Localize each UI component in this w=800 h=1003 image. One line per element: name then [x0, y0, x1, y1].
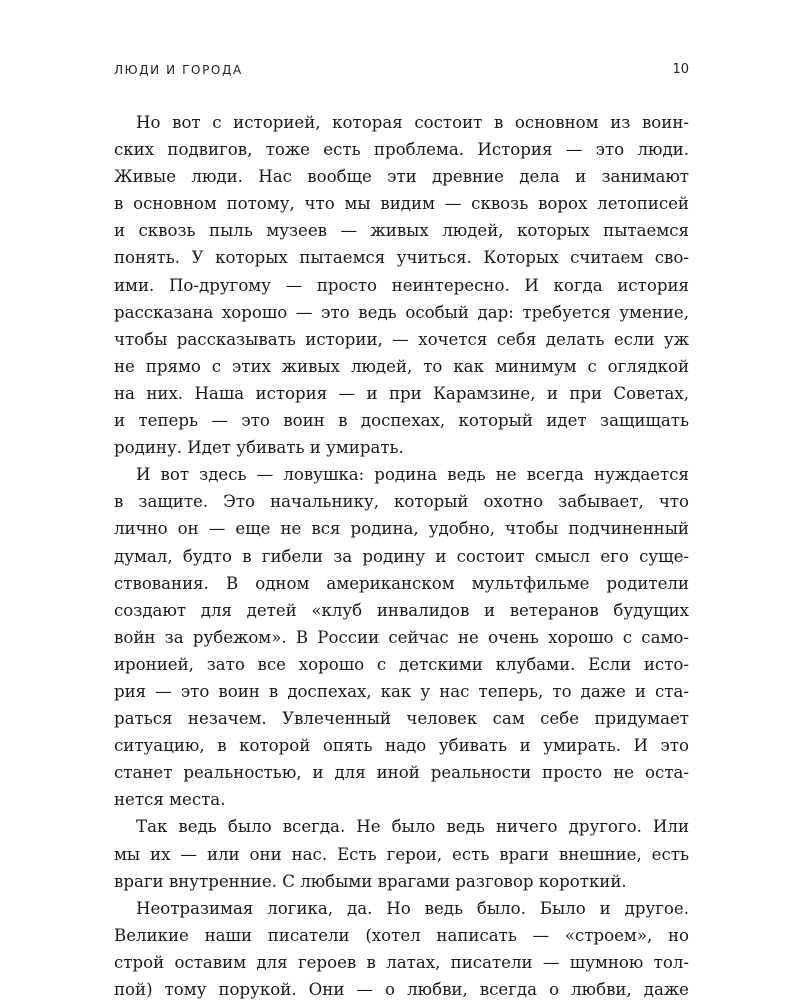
text-line: в основном потому, что мы видим — сквозь ворох летописей: [114, 194, 689, 214]
text-line: Но вот с историей, которая состоит в основном из воин-: [136, 113, 689, 132]
text-line: нется места.: [114, 790, 226, 810]
text-line: иронией, зато все хорошо с детскими клубами. Если исто-: [114, 654, 689, 674]
text-line: и сквозь пыль музеев — живых людей, которых пытаемся: [114, 221, 689, 241]
text-line: понять. У которых пытаемся учиться. Которых считаем сво-: [114, 248, 689, 268]
text-line: не прямо с этих живых людей, то как минимум с оглядкой: [114, 356, 689, 376]
text-line: в защите. Это начальнику, который охотно забывает, что: [114, 492, 689, 512]
text-line: на них. Наша история — и при Карамзине, и при Советах,: [114, 383, 689, 403]
text-line: раться незачем. Увлеченный человек сам себе придумает: [114, 709, 689, 729]
text-line: Живые люди. Нас вообще эти древние дела и занимают: [114, 167, 689, 187]
text-line: Неотразимая логика, да. Но ведь было. Было и другое.: [136, 898, 689, 918]
text-line: ими. По-другому — просто неинтересно. И когда история: [114, 275, 689, 295]
text-line: чтобы рассказывать истории, — хочется себя делать если уж: [114, 329, 689, 349]
body-text: [114, 109, 689, 1003]
text-line: станет реальностью, и для иной реальности просто не оста-: [114, 763, 689, 783]
text-line: мы их — или они нас. Есть герои, есть враги внешние, есть: [114, 844, 689, 864]
text-line: и теперь — это воин в доспехах, который идет защищать: [114, 411, 689, 431]
text-line: строй оставим для героев в латах, писатели — шумною тол-: [114, 952, 689, 972]
text-line: враги внутренние. С любыми врагами разговор короткий.: [114, 871, 627, 891]
running-head: ЛЮДИ И ГОРОДА: [114, 63, 243, 77]
text-line: ствования. В одном американском мультфильме родители: [114, 573, 689, 593]
text-line: Так ведь было всегда. Не было ведь ничего другого. Или: [136, 817, 689, 837]
text-line: ских подвигов, тоже есть проблема. История — это люди.: [114, 140, 689, 160]
text-line: родину. Идет убивать и умирать.: [114, 438, 404, 458]
text-line: рия — это воин в доспехах, как у нас теперь, то даже и ста-: [114, 681, 689, 701]
page-number: 10: [672, 62, 689, 77]
text-line: пой) тому порукой. Они — о любви, всегда о любви, даже: [114, 980, 689, 999]
text-line: Великие наши писатели (хотел написать — «строем», но: [114, 925, 689, 945]
text-line: создают для детей «клуб инвалидов и ветеранов будущих: [114, 600, 689, 620]
text-line: лично он — еще не вся родина, удобно, чтобы подчиненный: [114, 519, 689, 539]
text-line: ситуацию, в которой опять надо убивать и умирать. И это: [114, 736, 689, 756]
text-line: рассказана хорошо — это ведь особый дар: требуется умение,: [114, 302, 689, 322]
text-line: войн за рубежом». В России сейчас не очень хорошо с само-: [114, 627, 689, 647]
text-line: думал, будто в гибели за родину и состоит смысл его суще-: [114, 546, 689, 566]
text-line: И вот здесь — ловушка: родина ведь не всегда нуждается: [136, 465, 689, 485]
